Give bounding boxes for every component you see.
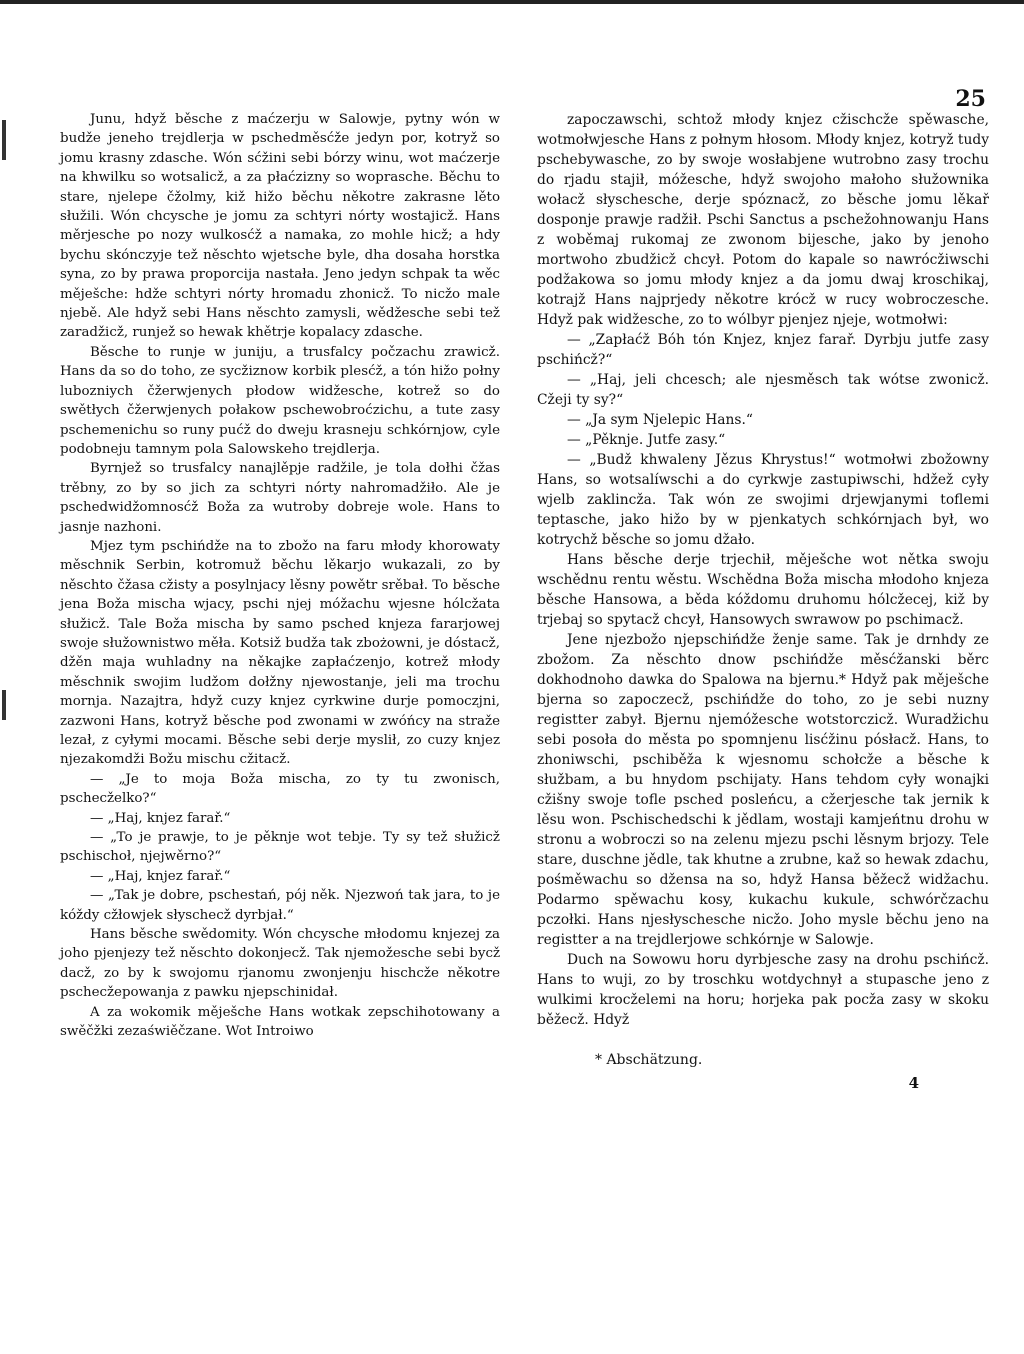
paragraph: Běsche to runje w juniju, a trusfalcy počzachu zrawicž. Hans da so do toho, ze sycžiznow korbik plesćž, a tón hižo połny lubozniych čžerwjenych płodow widžesche, kotrež so do swětłych čžerwjenych połakow pschewobroćzichu, a tute zasy pschemenichu so runy pućž do dweju krasneju schkórnjow, cyle podobneju tamnym pola Salowskeho trejdlerja. xyxy=(60,344,500,457)
paragraph: — „Haj, knjez farař.“ xyxy=(90,810,231,826)
paragraph: Mjez tym pschińdže na to zbožo na faru młody khorowaty měschnik Serbin, kotromuž běchu lěkarjo wukazali, zo by něschto čžasa cžisty a posylnjacy lěsny powětr srěbał. To běsche jena Boža mischa wjacy, pschi njej móžachu wjesne hólcžata słužicž. Tale Boža mischa by samo psched knjeza fararjowej swoje słužownistwo měła. Kotsiž budža tak zbożowni, je dóstacž, džěn maja wuhladny na někajke zapłaćzenjo, kotrež młody měschnik swojim ludžom dołžny njewostanje, jeli ma trochu mornja. Nazajtra, hdyž cuzy knjez cyrkwine durje pomoczjni, zazwoni Hans, kotryž běsche pod zwonami w zwóńcy na straže lezał, z cyłymi mocami. Běsche sebi derje myslił, zo cuzy knjez njezakomdži Božu mischu cžitacž. xyxy=(60,538,500,768)
page-number: 25 xyxy=(955,86,986,112)
paragraph: — „To je prawje, to je pěknje wot tebje. Ty sy tež słužicž pschischoł, njejwěrno?“ xyxy=(60,830,500,865)
paragraph: Duch na Sowowu horu dyrbjesche zasy na drohu pschińcž. Hans to wuji, zo by troschku wotdychnył a stupasche jeno z wulkimi krocželemi na horu; horjeka pak pocža zasy w skoku běžecž. Hdyž xyxy=(537,952,989,1028)
left-column xyxy=(60,110,500,1042)
paragraph: Jene njezbožo njepschińdže ženje same. Tak je drnhdy ze zbožom. Za něschto dnow pschińdže měsćžanski běrc dokhodnoho dawka do Spalowa na bjernu.* Hdyž pak měješche bjerna so zapoczecž, pschińdže do toho, zo je sebi nuzny registter zabył. Bjernu njemóžesche wotstorczicž. Wuradžichu sebi posoła do města po spomnjenu lisćžinu pósłacž. Hans, to zhoniwschi, pschiběža k wjesnomu schołcže a běsche k słužbam, a bu hnydom pschijaty. Hans tehdom cyły wonajki cžišny swoje tofle psched posleńcu, a cžerjesche tak jernik k lěsu won. Pschischedschi k jědlam, wostaji kamjeńtnu drohu w stronu a wobroczi so na zelenu mjezu pschi lěsnym brjozy. Tele stare, duschne jědle, tak khutne a zrubne, kaž so hewak zdachu, pośměwachu so džensa na so, hdyž Hansa běžecž widžachu. Podarmo spěwachu kosy, kukachu kukule, schwórčzachu pczołki. Hans njesłyschesche nicžo. Joho mysle běchu jeno na registter a na trejdlerjowe schkórnje w Salowje. xyxy=(537,632,989,948)
right-column xyxy=(537,110,989,1030)
signature-mark: 4 xyxy=(908,1074,919,1092)
paragraph: — „Je to moja Boža mischa, zo ty tu zwonisch, pschecželko?“ xyxy=(60,771,500,807)
paragraph: zapoczawschi, schtož młody knjez cžischcže spěwasche, wotmołwjesche Hans z połnym hłosom. Młody knjez, kotryž tudy pschebywasche, zo by swoje wosłabjene wutrobno zasy trochu do rjadu stajił, móžesche, hdyž swojoho małoho słužownika wołacž słyschesche, derje spóznacž, zo běsche jomu lěkař dosponje prawje radžił. Pschi Sanctus a pschežohnowanju Hans z woběmaj rukomaj ze zwonom bijesche, jako by jenoho mortwoho zbudžicž chcył. Potom do kapale so nawrócžiwschi podžakowa so jomu młody knjez a da jomu dwaj krosch​ikaj, kotrajž Hans najprjedy někotre krócž w rucy wobroczesche. Hdyž pak widžesche, zo to wólbyr pjenjez njeje, wotmołwi: xyxy=(537,112,989,328)
scan-edge-mark xyxy=(2,690,6,720)
paragraph: Hans běsche swědomity. Wón chcysche młodomu knjezej za joho pjenjezy tež něschto dokonjecž. Tak njemožesche sebi bycž dacž, zo by k swojomu rjanomu zwonjenju hischcže někotre pschecžepowanja z pawku njepschinidał. xyxy=(60,927,500,1001)
paragraph: — „Ja sym Njelepic Hans.“ xyxy=(567,412,753,428)
paragraph: — „Zapłaćž Bóh tón Knjez, knjez farař. Dyrbju jutfe zasy pschińcž?“ xyxy=(537,332,989,368)
top-rule xyxy=(0,0,1024,4)
paragraph: Byrnjež so trusfalcy nanajlěpje radžile, je tola dołhi čžas trěbny, zo by so jich za schtyri nórty nahromadžiło. Ale je pschedwidžomnosćž Boža za wutroby dobreje wole. Hans to jasnje nazhoni. xyxy=(60,461,500,535)
paragraph: — „Budž khwaleny Jězus Khrystus!“ wotmołwi zbožowny Hans, so wotsalíwschi a do cyrkwje zastupiwschi, hdžež cyły wjelb zaklincža. Tak wón ze swojimi drjewjanymi toflemi teptasche, jako hižo by w pjenkatych schkórnjach był, wo kotrychž běsche so jomu džało. xyxy=(537,452,989,548)
paragraph: — „Pěknje. Jutfe zasy.“ xyxy=(567,432,726,448)
paragraph: Junu, hdyž bě​sche z maćzerju w Salowje, pytny wón w budže jeneho trejdlerja w pschedměsćže jedyn por, kotryž so jomu krasny zdasche. Wón sćžini sebi bórzy winu, wot maćzerje na khwilku so wotsalicž, a za płaćzizny so woprasche. Běchu to stare, njelepe čžolmy, kiž hižo běchu někotre zakrasne lěto słužili. Wón chcysche je jomu za schtyri nórty wostajicž. Hans měrjesche po nozy wulkosćž a namaka, zo mohle hicž; a hdy bychu skónczyje tež něschto wjetsche byle, dha dosaha horstka syna, zo by prawa proporcija nastała. Jeno jedyn schpak ta wěc měješche: hdže schtyri nórty hromadu zhonicž. To nicžo male njebě. Ale hdyž sebi Hans něschto zamysli, wědžesche sebi tež zaradžicž, runjež so hewak khětrje kopalacy zdasche. xyxy=(60,112,500,341)
paragraph: Hans běsche derje trjechił, měješche wot nětka swoju wschědnu rentu wěstu. Wschědna Boža mischa młodoho knjeza běsche Hansowa, a běda kóždomu druhomu hólcžecej, kiž by trjebaj so spytacž chcył, Hansowych swrawow po pschimacž. xyxy=(537,552,989,628)
paragraph: A za wokomik měješche Hans wotkak zepschihotowany a swěčžki zezaświěčzane. Wot Introiwo xyxy=(60,1004,500,1040)
paragraph: — „Haj, jeli chcesch; ale njesměsch tak wótse zwonicž. Cžeji ty sy?“ xyxy=(537,372,989,408)
scan-edge-mark xyxy=(2,120,6,160)
footnote: * Abschätzung. xyxy=(595,1052,703,1068)
paragraph: — „Tak je dobre, pschestań, pój něk. Njezwoń tak jara, to je kóždy cžłowjek słyschecž dyrbjał.“ xyxy=(60,888,500,923)
paragraph: — „Haj, knjez farař.“ xyxy=(90,868,231,884)
